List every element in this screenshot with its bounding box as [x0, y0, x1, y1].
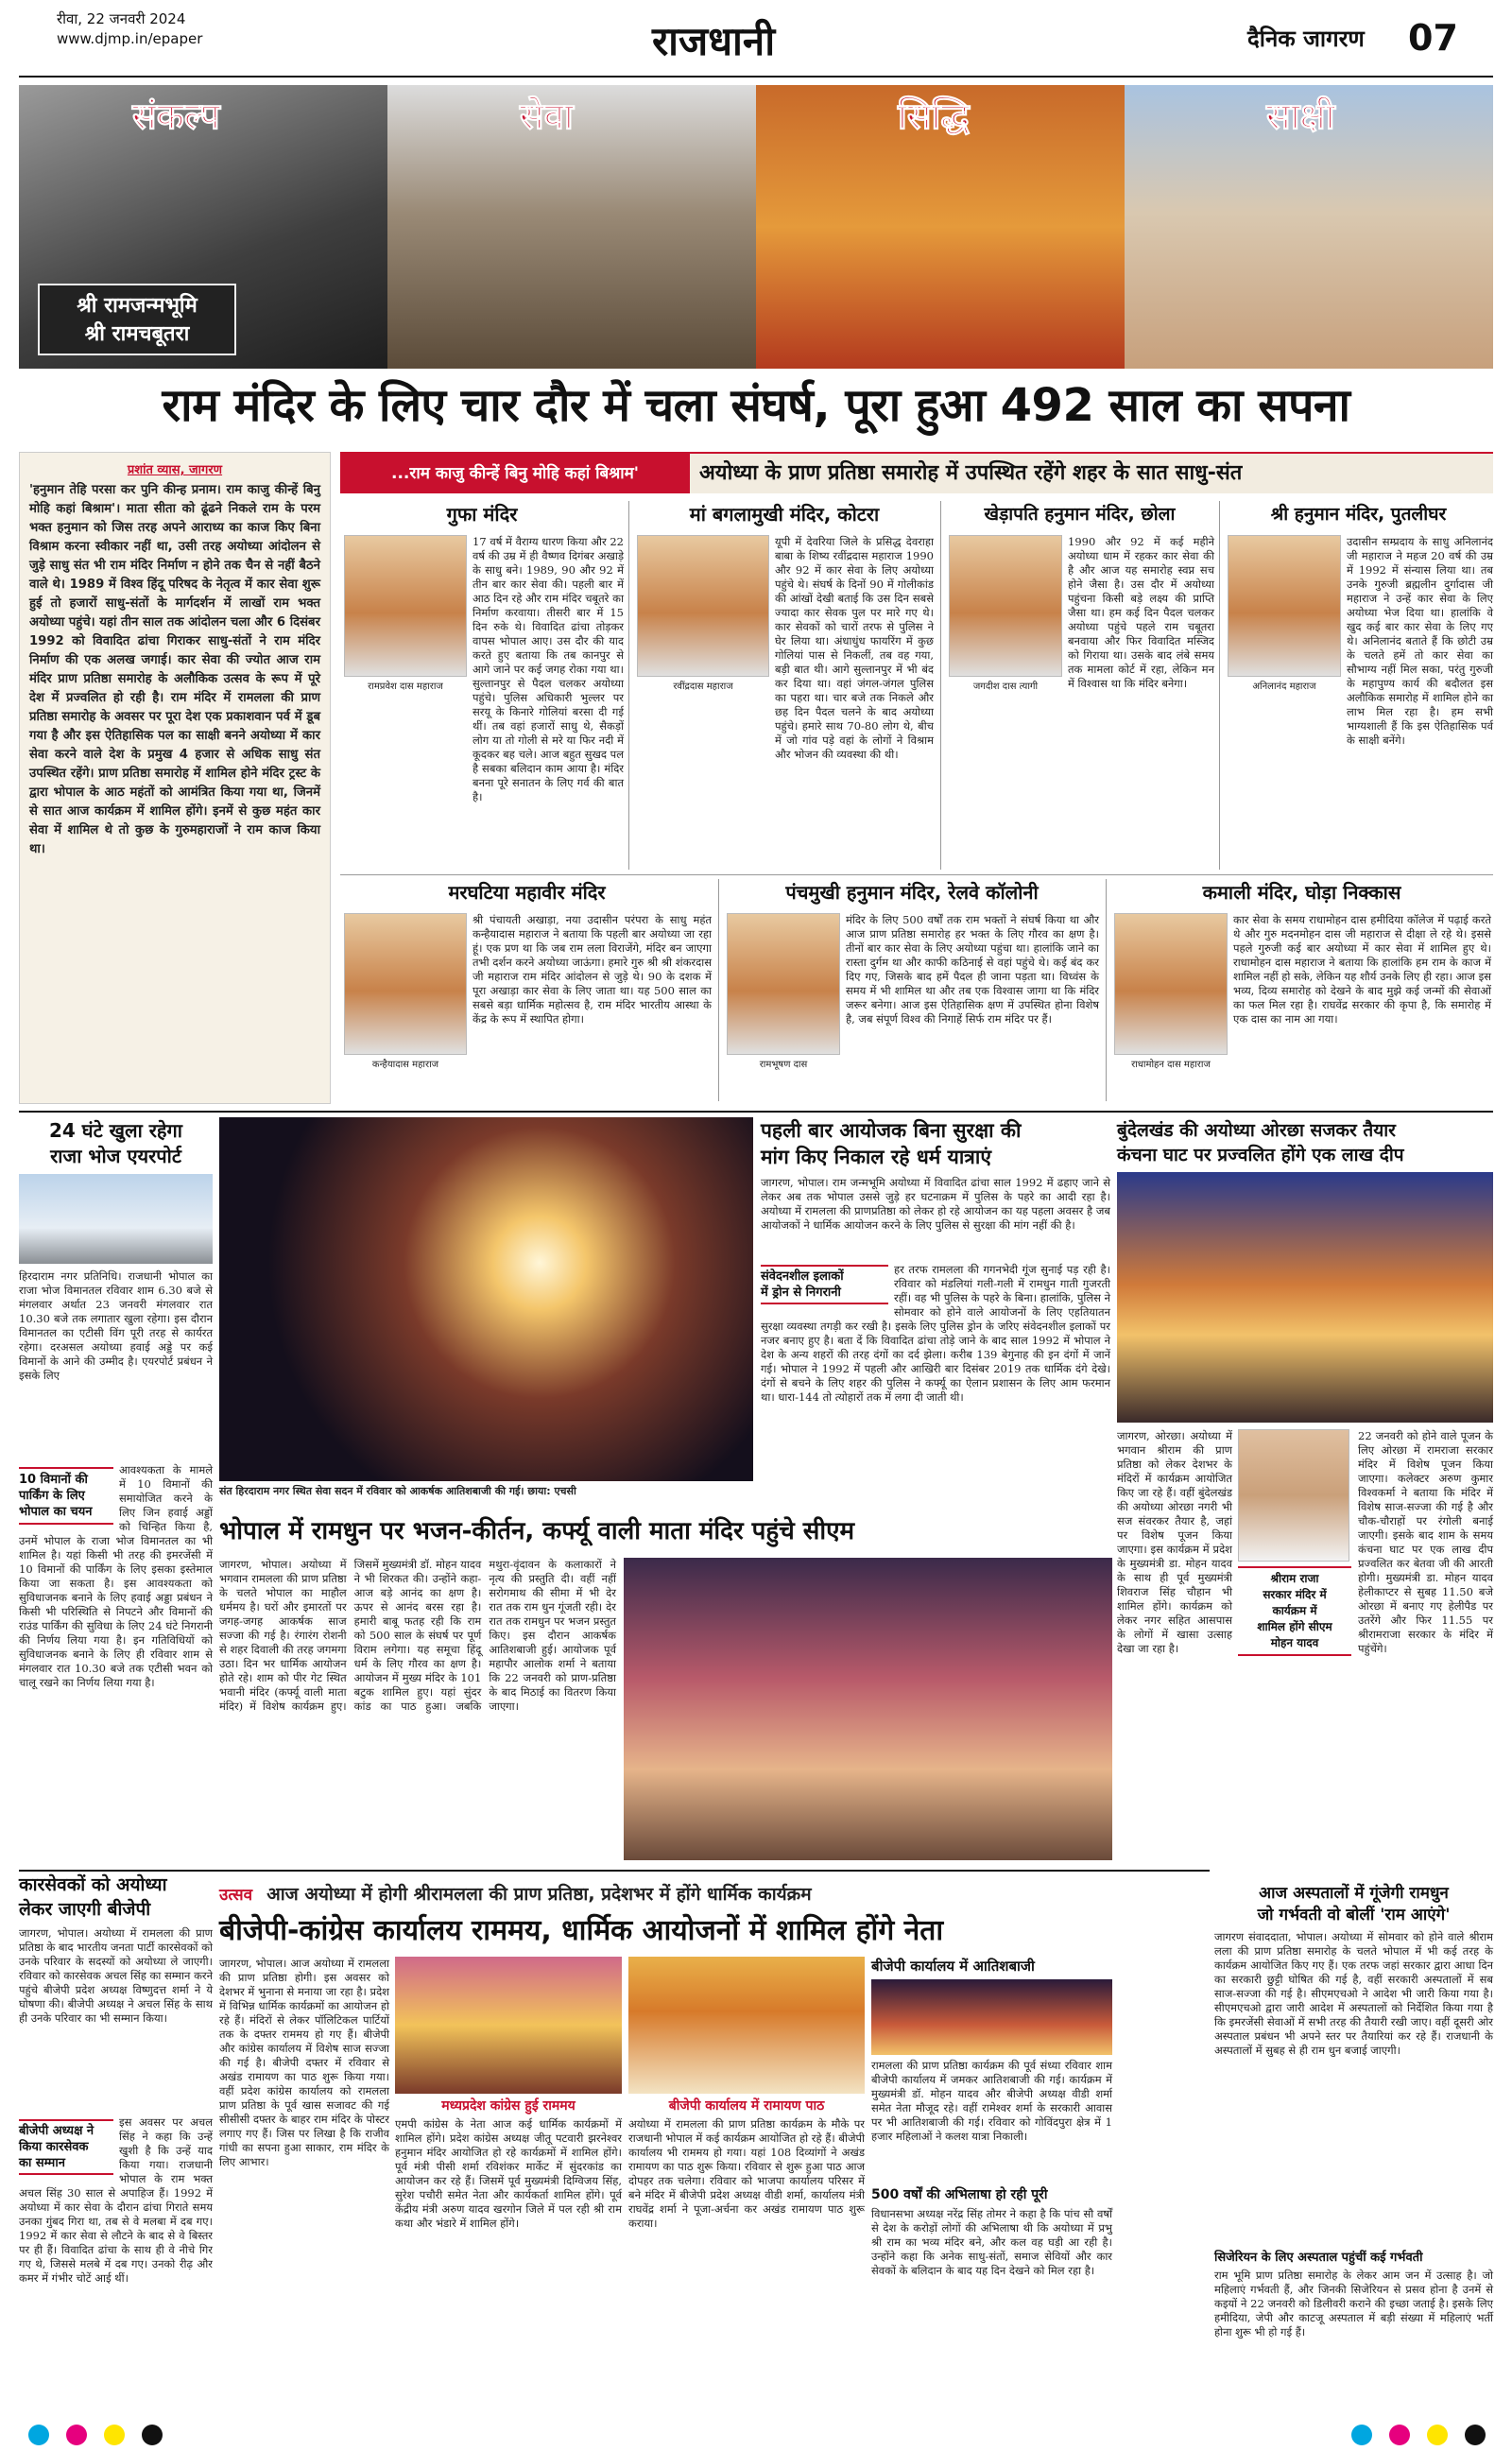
dharma-box-line-1: संवेदनशील इलाकों [761, 1269, 844, 1284]
utsav-headline: बीजेपी-कांग्रेस कार्यालय राममय, धार्मिक आयोजनों में शामिल होंगे नेता [219, 1914, 944, 1947]
karsevak-box [19, 2119, 113, 2175]
temple-text: यूपी में देवरिया जिले के प्रसिद्ध देवराहा बाबा के शिष्य रवींद्रदास महाराज 1990 और 92 में कार सेवा के लिए अयोध्या पहुंचे थे। संघर्ष के दिनों 90 में गोलीकांड की आंखों देखी बताई कि उस दिन सबसे ज्यादा कार सेवक पुल पर मारे गए थे। कार सेवकों को चारों तरफ से पुलिस ने घेर लिया था। अंधाधुंध फायरिंग में कुछ गोलियां पास से निकलीं, तब वह गया, बड़ी बात थी। आगे सुल्तानपुर में भी बंद कर दिया था। वहां जंगल-जंगल पुलिस का पहरा था। चार बजे तक निकले और छह दिन पैदल चलने के बाद अयोध्या पहुंचे। हमारे साथ 70-80 लोग थे, बीच में जो गांव पड़े वहां के लोगों ने विश्राम और भोजन की व्यवस्था की थी। [775, 535, 934, 761]
hospitals-sub: सिजेरियन के लिए अस्पताल पहुंचीं कई गर्भवती [1214, 2251, 1423, 2265]
temple-text: 17 वर्ष में वैराग्य धारण किया और 22 वर्ष की उम्र में ही वैष्णव दिगंबर अखाड़े के साधु बने। 1989, 90 और 92 में तीन बार कार सेवा की। पहली बार में आठ दिन रहे और राम मंदिर चबूतरे का निर्माण करवाया। तीसरी बार में 15 दिन रुके थे। विवादित ढांचा तोड़कर वापस भोपाल आए। उस दौर की याद करते हुए बताया कि तब कानपुर से आगे जाने पर कई जगह रोका गया था। सुल्तानपुर से पैदल चलकर अयोध्या पहुंचे। पुलिस अधिकारी भुल्लर पर सरयू के किनारे गोलियां बरसा दी गई थीं। तब वहां हजारों साधु थे, सैकड़ों लोग या तो गोली से मरे या फिर नदी में कूदकर बह चले। आज बहुत सुखद पल है सबका बलिदान काम आया है। मंदिर बनना पूरे सनातन के लिए गर्व की बात है। [472, 535, 624, 803]
temple-title: श्री हनुमान मंदिर, पुतलीघर [1270, 504, 1447, 525]
atishbazi-text: रामलला की प्राण प्रतिष्ठा कार्यक्रम की पूर्व संध्या रविवार शाम बीजेपी कार्यालय में जमकर आतिशबाजी की गई। कार्यक्रम में मुख्यमंत्री डॉ. मोहन यादव और बीजेपी अध्यक्ष वीडी शर्मा समेत नेता मौजूद रहे। वहीं रामेश्वर शर्मा के सरकारी आवास पर भी आतिशबाजी की गई। रविवार को गोविंदपुरा क्षेत्र में 1 हजार महिलाओं ने कलश यात्रा निकाली। [871, 2059, 1112, 2143]
karsevak-text: जागरण, भोपाल। अयोध्या में रामलला की प्राण प्रतिष्ठा के बाद भारतीय जनता पार्टी कारसेवकों को उनके परिवार के सदस्यों को अयोध्या ले जाएगी। रविवार को कारसेवक अचल सिंह का सम्मान करने पहुंचे बीजेपी प्रदेश अध्यक्ष विष्णुदत्त शर्मा ने ये घोषणा की। बीजेपी अध्यक्ष ने अचल सिंह के साथ ही उनके परिवार का भी सम्मान किया। [19, 1926, 213, 2025]
temple-portrait [727, 913, 840, 1055]
airport-text: हिरदाराम नगर प्रतिनिधि। राजधानी भोपाल का राजा भोज विमानतल रविवार शाम 6.30 बजे से मंगलवार अर्थात 23 जनवरी मंगलवार रात 10.30 बजे तक लगातार खुला रहेगा। इस दौरान विमानतल का एटीसी विंग पूरी तरह से कार्यरत रहेगा। दरअसल अयोध्या हवाई अड्डे पर कई विमानों के आने की उम्मीद है। एयरपोर्ट प्रबंधन ने इसके लिए [19, 1269, 213, 1382]
temple-text: कार सेवा के समय राधामोहन दास हमीदिया कॉलेज में पढ़ाई करते थे और गुरु मदनमोहन दास जी महाराज से दीक्षा ले रहे थे। इससे पहले गुरुजी कई बार अयोध्या में कार सेवा में शामिल हुए थे। राधामोहन दास महाराज ने बताया कि हालांकि हम राम के काज में शामिल नहीं हो सके, लेकिन यह शौर्य उनके लिए ही रहा। आज इस भव्य, दिव्य समारोह को देखने के बाद मुझे कई जन्मों की सेवाओं का फल मिल रहा है। राघवेंद्र सरकार की कृपा है, कि समारोह में एक दास का नाम आ गया। [1233, 913, 1491, 1026]
utsav-photo-bjp [628, 1957, 865, 2094]
section-title: राजधानी [652, 18, 776, 64]
tile-seva: सेवा [520, 95, 574, 137]
utsav-photo-congress-caption: मध्यप्रदेश कांग्रेस हुई राममय [441, 2098, 576, 2114]
fireworks-photo [219, 1117, 753, 1481]
temple-portrait [1114, 913, 1228, 1055]
temple-caption: रामप्रवेश दास महाराज [368, 682, 443, 692]
banner [19, 85, 1493, 369]
atishbazi-article [871, 1957, 1112, 2401]
orchha-photo [1117, 1172, 1493, 1423]
temple-title: मरघटिया महावीर मंदिर [448, 881, 606, 904]
orchha-box [1238, 1566, 1351, 1656]
lead-box [19, 452, 331, 1104]
airport-box-line-1: 10 विमानों की [19, 1473, 88, 1487]
tile-sankalp: संकल्प [132, 95, 220, 137]
masthead-url[interactable]: www.djmp.in/epaper [57, 30, 203, 47]
hospitals-headline-2: जो गर्भवती वो बोलीं 'राम आएंगे' [1257, 1906, 1451, 1925]
utsav-photo-congress [395, 1957, 622, 2094]
orchha-box-line-2: सरकार मंदिर में [1263, 1588, 1327, 1601]
orchha-text-2: 22 जनवरी को होने वाले पूजन के लिए ओरछा में रामराजा सरकार मंदिर में विशेष पूजन किया जाएगा। कलेक्टर अरुण कुमार विश्वकर्मा ने बताया कि मंदिर में विशेष साज-सज्जा की गई है और चौक-चौराहों पर रंगोली बनाई जाएगी। इसके बाद शाम के समय कंचना घाट पर एक लाख दीप प्रज्वलित कर बेतवा जी की आरती होगी। मुख्यमंत्री डा. मोहन यादव हेलीकाप्टर से सुबह 11.50 बजे ओरछा में बनाए गए हेलीपैड पर उतरेंगे और फिर 11.55 पर श्रीरामराजा सरकार के मंदिर में पहुंचेंगे। [1358, 1429, 1493, 1655]
dharma-headline-1: पहली बार आयोजक बिना सुरक्षा की [761, 1119, 1022, 1142]
atishbazi-sub: 500 वर्षों की अभिलाषा हो रही पूरी [871, 2187, 1048, 2202]
lead-text: 'हनुमान तेहि परसा कर पुनि कीन्ह प्रनाम। राम काजु कीन्हें बिनु मोहि कहां बिश्राम'। माता सीता को ढूंढने निकले राम के परम भक्त हनुमान को जिस तरह अपने आराध्य का काज किए बिना विश्राम करना स्वीकार नहीं था, उसी तरह अयोध्या आंदोलन से जुड़े साधु संत भी राम मंदिर निर्माण न होने तक चैन से नहीं बैठने वाले थे। 1989 में विश्व हिंदू परिषद के नेतृत्व में कार सेवा शुरू हुई तो हजारों साधु-संतों के मार्गदर्शन में लाखों राम भक्त अयोध्या पहुंचे। यहां तीन साल तक आंदोलन चला और 6 दिसंबर 1992 को विवादित ढांचा गिराकर साधु-संतों ने राम मंदिर निर्माण की एक अलख जगाई। कार सेवा की ज्योत आज राम मंदिर प्राण प्रतिष्ठा समारोह के अलौकिक उत्सव के रूप में पूरे देश में प्रज्वलित हो रही है। राम मंदिर में रामलला की प्राण प्रतिष्ठा समारोह के अवसर पर पूरा देश एक प्रकाशवान पर्व में डूब गया है और इस ऐतिहासिक पल का साक्षी बनने अयोध्या में कार सेवा करने वाले देश के प्रमुख 4 हजार से अधिक साधु संत उपस्थित रहेंगे। प्राण प्रतिष्ठा समारोह में शामिल होने मंदिर ट्रस्ट के द्वारा भोपाल के आठ महंतों को आमंत्रित किया गया था, जिनमें से सात आज कार्यक्रम में शामिल होंगे। इनमें से कुछ महंत कार सेवा में शामिल थे तो कुछ के गुरुमहाराजों ने राम काज किया था। [29, 483, 320, 856]
subhead-bar [340, 452, 1493, 493]
temple-caption: जगदीश दास त्यागी [972, 682, 1039, 692]
temple-caption: राधामोहन दास महाराज [1131, 1060, 1211, 1070]
color-strip [0, 2415, 1512, 2451]
temple-text: श्री पंचायती अखाड़ा, नया उदासीन परंपरा के साधु महंत कन्हैयादास महाराज ने बताया कि पहली बार अयोध्या जा रहा हूं। एक प्रण था कि जब राम लला विराजेंगे, मंदिर बन जाएगा तभी दर्शन करने अयोध्या जाऊंगा। हमारे गुरु श्री श्री शंकरदास जी महाराज राम मंदिर आंदोलन से जुड़े थे। 90 के दशक में पूरा अखाड़ा कार सेवा के लिए जाता था। यह 500 साल का सबसे बड़ा धार्मिक महोत्सव है, राम मंदिर भारतीय आस्था के केंद्र के रूप में स्थापित होगा। [472, 913, 712, 1026]
dharma-headline-2: मांग किए निकाल रहे धर्म यात्राएं [761, 1146, 991, 1168]
temple-card [1110, 879, 1493, 1106]
tile-sakshi: साक्षी [1266, 95, 1335, 137]
temple-title: कमाली मंदिर, घोड़ा निक्कास [1202, 881, 1401, 904]
temple-title: पंचमुखी हनुमान मंदिर, रेलवे कॉलोनी [785, 881, 1039, 904]
orchha-cm-photo [1238, 1429, 1349, 1562]
photo-sign-line-2: श्री रामचबूतरा [84, 321, 190, 346]
temple-text: मंदिर के लिए 500 वर्षों तक राम भक्तों ने संघर्ष किया था और आज प्राण प्रतिष्ठा समारोह हर भक्त के लिए गौरव का क्षण है। तीनों बार कार सेवा के लिए अयोध्या पहुंचा था। हालांकि जाने का रास्ता दुर्गम था और काफी कठिनाई से वहां पहुंचे थे। कई बंद कर दिए गए, जिसके बाद हमें पैदल ही जाना पड़ता था। विध्वंस के समय में भी शामिल था और तब एक विश्वास जागा था कि मंदिर जरूर बनेगा। आज इस ऐतिहासिक क्षण में उपस्थित होना विशेष है, जब संपूर्ण विश्व की निगाहें सिर्फ राम मंदिर पर हैं। [846, 913, 1099, 1026]
airport-box-line-3: भोपाल का चयन [19, 1505, 93, 1519]
karsevak-box-line-2: किया कारसेवक [19, 2140, 89, 2154]
temple-caption: कन्हैयादास महाराज [371, 1060, 439, 1070]
temple-caption: रामभूषण दास [759, 1060, 808, 1070]
orchha-headline-1: बुंदेलखंड की अयोध्या ओरछा सजकर तैयार [1117, 1120, 1396, 1141]
utsav-kicker-bar [219, 1881, 1112, 1907]
karsevak-headline-1: कारसेवकों को अयोध्या [19, 1874, 167, 1895]
tile-siddhi: सिद्धि [898, 95, 970, 137]
karsevak-box-line-1: बीजेपी अध्यक्ष ने [19, 2124, 94, 2138]
airport-text-2: आवश्यकता के मामले में 10 विमानों की समायोजित करने के लिए जिन हवाई अड्डों को चिन्हित किया है, उनमें भोपाल के राजा भोज विमानतल का भी शामिल है। यहां किसी भी तरह की इमरजेंसी में 10 विमानों की पार्किंग के लिए इसका इस्तेमाल किया जा सकता है। इस आवश्यकता को सुविधाजनक बनाने के लिए हवाई अड्डा प्रबंधन ने किसी भी परिस्थिति से निपटने और विमानों की राउंड पार्किंग की सुविधा के लिए 24 घंटे निगरानी की निर्णय लिया गया है। इन गतिविधियों को सुविधाजनक बनाने के लिए ही रविवार शाम से मंगलवार रात 10.30 बजे तक एटीसी भवन को चालू रखने का निर्णय लिया गया है। [19, 1463, 213, 1689]
orchha-box-line-3: कार्यक्रम में [1272, 1604, 1317, 1617]
temple-card [340, 501, 624, 874]
paper-name: दैनिक जागरण [1247, 26, 1365, 52]
karsevak-headline-2: लेकर जाएगी बीजेपी [19, 1899, 151, 1920]
orchha-headline-2: कंचना घाट पर प्रज्वलित होंगे एक लाख दीप [1117, 1145, 1404, 1165]
temple-card [723, 879, 1101, 1106]
dharma-box [761, 1265, 888, 1304]
utsav-text-mid: एमपी कांग्रेस के नेता आज कई धार्मिक कार्यक्रमों में शामिल होंगे। प्रदेश कांग्रेस अध्यक्ष जीतू पटवारी झरनेश्वर हनुमान मंदिर आयोजित हो रहे कार्यक्रमों में शामिल होंगे। पूर्व मंत्री पीसी शर्मा रविशंकर मार्केट में सुंदरकांड का आयोजन कर रहे हैं। जिसमें पूर्व मुख्यमंत्री दिग्विजय सिंह, सुरेश पचौरी समेत नेता और कार्यकर्ता शामिल होंगे। पूर्व केंद्रीय मंत्री अरुण यादव खरगोन जिले में पल रही श्री राम कथा और भंडारे में शामिल होंगे। [395, 2117, 622, 2230]
temple-caption: रवींद्रदास महाराज [673, 682, 733, 692]
hospitals-text-2: राम भूमि प्राण प्रतिष्ठा समारोह के लेकर आम जन में उत्साह है। जो महिलाएं गर्भवती हैं, और जिनकी सिजेरियन से प्रसव होना है उनमें से कइयों ने 22 जनवरी को डिलीवरी कराने की इच्छा जताई है। इसके लिए हमीदिया, जेपी और काटजू अस्पताल में बड़ी संख्या में महिलाएं भर्ती होना शुरू भी हो गई हैं। [1214, 2269, 1493, 2339]
airport-box [19, 1467, 113, 1525]
temple-text: उदासीन सम्प्रदाय के साधु अनिलानंद जी महाराज ने महज 20 वर्ष की उम्र में 1992 में संन्यास लिया था। तब उनके गुरुजी ब्रह्मलीन दुर्गादास जी महाराज ने उन्हें कार सेवा के लिए अयोध्या भेज दिया था। हालांकि वे खुद कई बार कार सेवा के लिए गए थे। अनिलानंद बताते हैं कि छोटी उम्र के चलते हमें तो कार सेवा का सौभाग्य नहीं मिल सका, परंतु गुरुजी के महापुण्य कार्य की बदौलत इस अलौकिक समारोह में शामिल होने का लाभ मिल रहा है। हम सभी भाग्यशाली हैं कि इस ऐतिहासिक पर्व के साक्षी बनेंगे। [1347, 535, 1493, 747]
dharma-article [761, 1117, 1110, 1491]
orchha-box-line-5: मोहन यादव [1270, 1636, 1319, 1649]
karsevak-box-line-3: का सम्मान [19, 2156, 65, 2170]
temple-portrait [344, 535, 467, 677]
airport-article [19, 1117, 213, 1864]
temple-card [945, 501, 1214, 874]
lead-byline: प्रशांत व्यास, जागरण [127, 463, 223, 477]
bhajan-text: जागरण, भोपाल। अयोध्या में भगवान रामलला की प्राण प्रतिष्ठा के चलते भोपाल का माहौल धर्ममय है। घरों और इमारतों पर जगह-जगह आकर्षक साज सज्जा की गई है। रंगारंग रोशनी से शहर दिवाली की तरह जगमगा उठा। दिन भर धार्मिक आयोजन होते रहे। शाम को पीर गेट स्थित भवानी मंदिर (कर्फ्यू वाली माता मंदिर) में विशेष कार्यक्रम हुए। जिसमें मुख्यमंत्री डॉ. मोहन यादव ने भी शिरकत की। उन्होंने कहा- आज बड़े आनंद का क्षण है। ऊपर से आनंद बरस रहा है। हमारी बाबू फतह रही कि राम को 500 साल के संघर्ष पर पूर्ण विराम लगेगा। यह समूचा हिंदू धर्म के लिए गौरव का क्षण है। आयोजन में मुख्य मंदिर के 101 बटुक शामिल हुए। यहां सुंदर कांड का पाठ हुआ। जबकि मथुरा-वृंदावन के कलाकारों ने नृत्य की प्रस्तुति दी। वहीं नहीं सरोगमाथ की सीमा में भी देर रात तक राम धुन गूंजती रही। देर रात तक रामधुन पर भजन प्रस्तुत किए। इस दौरान आकर्षक आतिशबाजी हुई। आयोजक पूर्व महापौर आलोक शर्मा ने बताया कि 22 जनवरी को प्राण-प्रतिष्ठा के बाद मिठाई का वितरण किया जाएगा। [219, 1558, 616, 1713]
temple-caption: अनिलानंद महाराज [1252, 682, 1316, 692]
temple-title: गुफा मंदिर [446, 503, 518, 526]
atishbazi-text-2: विधानसभा अध्यक्ष नरेंद्र सिंह तोमर ने कहा है कि पांच सौ वर्षों से देश के करोड़ों लोगों की अभिलाषा थी कि अयोध्या में प्रभु श्री राम का भव्य मंदिर बने, और कल वह घड़ी आ रही है। उन्होंने कहा कि अनेक साधु-संतों, समाज सेवियों और कार सेवकों के बलिदान के बाद यह दिन देखने को मिल रहा है। [871, 2207, 1112, 2277]
subhead: अयोध्या के प्राण प्रतिष्ठा समारोह में उपस्थित रहेंगे शहर के सात साधु-संत [699, 461, 1243, 485]
dharma-text: जागरण, भोपाल। राम जन्मभूमि अयोध्या में विवादित ढांचा साल 1992 में ढहाए जाने से लेकर अब तक भोपाल उससे जुड़े हर घटनाक्रम में पुलिस के पहरे का आदी रहा है। अयोध्या में रामलला की प्राणप्रतिष्ठा को लेकर हो रहे आयोजन का यह पहला अवसर है जब आयोजकों ने धार्मिक आयोजन करने के लिए पुलिस से सुरक्षा की मांग नहीं की है। [761, 1176, 1110, 1232]
atishbazi-photo [871, 1979, 1112, 2055]
orchha-box-line-1: श्रीराम राजा [1270, 1572, 1319, 1585]
airport-headline-2: राजा भोज एयरपोर्ट [50, 1145, 181, 1167]
fireworks-caption: संत हिरदाराम नगर स्थित सेवा सदन में रविवार को आकर्षक आतिशबाजी की गई। छाया: एचसी [219, 1485, 576, 1497]
subhead-tag: ...राम काजु कीन्हें बिनु मोहि कहां बिश्राम' [340, 454, 690, 493]
temple-portrait [1228, 535, 1341, 677]
airport-box-line-2: पार्किंग के लिए [19, 1489, 85, 1503]
temple-portrait [344, 913, 467, 1055]
atishbazi-headline: बीजेपी कार्यालय में आतिशबाजी [871, 1958, 1035, 1975]
karsevak-article [19, 1872, 213, 2401]
orchha-text: जागरण, ओरछा। अयोध्या में भगवान श्रीराम की प्राण प्रतिष्ठा को लेकर देशभर के मंदिरों में कार्यक्रम आयोजित किए जा रहे हैं। वहीं बुंदेलखंड की अयोध्या ओरछा नगरी भी सज संवरकर तैयार है, जहां पर विशेष पूजन किया जाएगा। इस कार्यक्रम में प्रदेश के मुख्यमंत्री डा. मोहन यादव के साथ ही पूर्व मुख्यमंत्री शिवराज सिंह चौहान भी शामिल होंगे। कार्यक्रम को लेकर नगर सहित आसपास के लोगों में खासा उत्साह देखा जा रहा है। [1117, 1429, 1232, 1655]
utsav-kicker: आज अयोध्या में होगी श्रीरामलला की प्राण प्रतिष्ठा, प्रदेशभर में होंगे धार्मिक कार्यक्रम [266, 1884, 812, 1905]
temple-title: खेड़ापति हनुमान मंदिर, छोला [984, 504, 1176, 525]
bhajan-headline: भोपाल में रामधुन पर भजन-कीर्तन, कर्फ्यू वाली माता मंदिर पहुंचे सीएम [219, 1517, 855, 1545]
airport-photo [19, 1174, 213, 1264]
utsav-text: जागरण, भोपाल। आज अयोध्या में रामलला की प्राण प्रतिष्ठा होगी। इस अवसर को देशभर में भुनाना से मनाया जा रहा है। प्रदेश में विभिन्न धार्मिक कार्यक्रमों का आयोजन हो रहे हैं। मंदिरों से लेकर पॉलिटिकल पार्टियों तक के दफ्तर राममय हो गए हैं। बीजेपी और कांग्रेस कार्यालय में विशेष साज सज्जा की गई है। बीजेपी दफ्तर में रविवार से अखंड रामायण का पाठ शुरू किया गया। वहीं प्रदेश कांग्रेस कार्यालय को रामलला प्राण प्रतिष्ठा के पूर्व खास सजावट की गई सीसीसी दफ्तर के बाहर राम मंदिर के पोस्टर लगाए गए हैं। जिस पर लिखा है कि राजीव गांधी का सपना हुआ साकार, राम मंदिर के लिए आभार। [219, 1957, 389, 2168]
dharma-text-2: हर तरफ रामलला की गगनभेदी गूंज सुनाई पड़ रही है। रविवार को मंडलियां गली-गली में रामधुन गाती गुजरती रहीं। वह भी पुलिस के पहरे के बिना। हालांकि, पुलिस ने सोमवार को होने वाले आयोजनों के लिए एहतियातन सुरक्षा व्यवस्था तगड़ी कर रखी है। इसके लिए पुलिस ड्रोन के जरिए संवेदनशील इलाकों पर नजर बनाए हुए है। बता दें कि विवादित ढांचा तोड़े जाने के बाद साल 1992 में भोपाल ने देश के अन्य शहरों की तरह दंगों का दर्द झेला। करीब 139 बेगुनाह की इन दंगों में जानें गई। भोपाल ने 1992 में पहली और आखिरी बार दिसंबर 2019 तक धार्मिक दंगे देखे। दंगों से बचने के लिए शहर की पुलिस ने कर्फ्यू का ऐलान प्रशासन के लिए आम फरमान था। धारा-144 तो त्योहारों तक में लगा दी जाती थी। [761, 1263, 1110, 1404]
orchha-article [1117, 1117, 1493, 1873]
utsav-photo-bjp-caption: बीजेपी कार्यालय में रामायण पाठ [668, 2098, 825, 2114]
karsevak-text-2: इस अवसर पर अचल सिंह ने कहा कि उन्हें खुशी है कि उन्हें याद किया गया। राजधानी भोपाल के राम भक्त अचल सिंह 30 साल से अपाहिज हैं। 1992 में अयोध्या में कार सेवा के दौरान ढांचा गिराते समय उनका गुंबद गिरा था, तब से वे मलबा में दब गए। 1992 में कार सेवा से लौटने के बाद से वे बिस्तर पर ही हैं। विवादित ढांचा के साथ ही वे नीचे गिर गए थे, जिससे मलबे में दब गए। उनको रीढ़ और कमर में गंभीर चोटें आई थीं। [19, 2115, 213, 2285]
temple-card [633, 501, 936, 874]
airport-headline-1: 24 घंटे खुला रहेगा [49, 1119, 182, 1142]
hospitals-headline-1: आज अस्पतालों में गूंजेगी रामधुन [1259, 1884, 1449, 1903]
bhajan-photo [624, 1558, 1112, 1860]
temple-title: मां बगलामुखी मंदिर, कोटरा [689, 503, 880, 526]
temple-portrait [949, 535, 1062, 677]
photo-sign [38, 284, 236, 355]
temple-card [340, 879, 713, 1106]
photo-sign-line-1: श्री रामजन्मभूमि [77, 293, 198, 318]
masthead [0, 0, 1512, 76]
masthead-date: रीवा, 22 जनवरी 2024 [57, 10, 186, 27]
main-headline: राम मंदिर के लिए चार दौर में चला संघर्ष, पूरा हुआ 492 साल का सपना [162, 379, 1350, 432]
temple-portrait [637, 535, 769, 677]
page-number: 07 [1408, 17, 1458, 59]
temple-card [1224, 501, 1493, 874]
hospitals-text: जागरण संवाददाता, भोपाल। अयोध्या में सोमवार को होने वाले श्रीराम लला की प्राण प्रतिष्ठा समारोह के चलते भोपाल में भी कई तरह के कार्यक्रम आयोजित किए गए हैं। एक तरफ जहां सरकार द्वारा आधा दिन का सरकारी छुट्टी घोषित की गई है, वहीं सरकारी अस्पतालों में सब साज-सज्जा की गई है। सीएमएचओ ने आदेश भी जारी किया गया है। सीएमएचओ द्वारा जारी आदेश में अस्पतालों को निर्देशित किया गया है कि इमरजेंसी सेवाओं में सभी तरह की तैयारी रखी जाए। वहीं दूसरी ओर अस्पताल प्रबंधन भी अपने स्तर पर तैयारियां कर रहे हैं। राजधानी के अस्पतालों में सुबह से ही राम धुन बजाई जाएगी। [1214, 1930, 1493, 2057]
dharma-box-line-2: में ड्रोन से निगरानी [761, 1286, 841, 1300]
utsav-label: उत्सव [219, 1886, 253, 1905]
hospitals-article [1214, 1881, 1493, 2401]
temple-text: 1990 और 92 में कई महीने अयोध्या धाम में रहकर कार सेवा की है और आज यह समारोह स्वप्न सच होने जैसा है। उस दौर में अयोध्या पहुंचना किसी बड़े लक्ष्य की प्राप्ति जैसा था। हम कई दिन पैदल चलकर अयोध्या पहुंचे पहले राम चबूतरा बनवाया और फिर विवादित मस्जिद को गिराया था। उसके बाद लंबे समय तक मामला कोर्ट में रहा, लेकिन मन में विश्वास था कि मंदिर बनेगा। [1068, 535, 1214, 690]
utsav-text-right: अयोध्या में रामलला की प्राण प्रतिष्ठा कार्यक्रम के मौके पर राजधानी भोपाल में कई कार्यक्रम आयोजित हो रहे हैं। बीजेपी कार्यालय भी राममय हो गया। यहां 108 दिव्यांगों ने अखंड रामायण का पाठ शुरू किया। रविवार से शुरू हुआ पाठ आज दोपहर तक चलेगा। रविवार को भाजपा कार्यालय परिसर में बने मंदिर में बीजेपी प्रदेश अध्यक्ष वीडी शर्मा, कार्यालय मंत्री राघवेंद्र शर्मा ने पूजा-अर्चना कर अखंड रामायण पाठ शुरू कराया। [628, 2117, 865, 2230]
orchha-box-line-4: शामिल होंगे सीएम [1257, 1620, 1332, 1633]
